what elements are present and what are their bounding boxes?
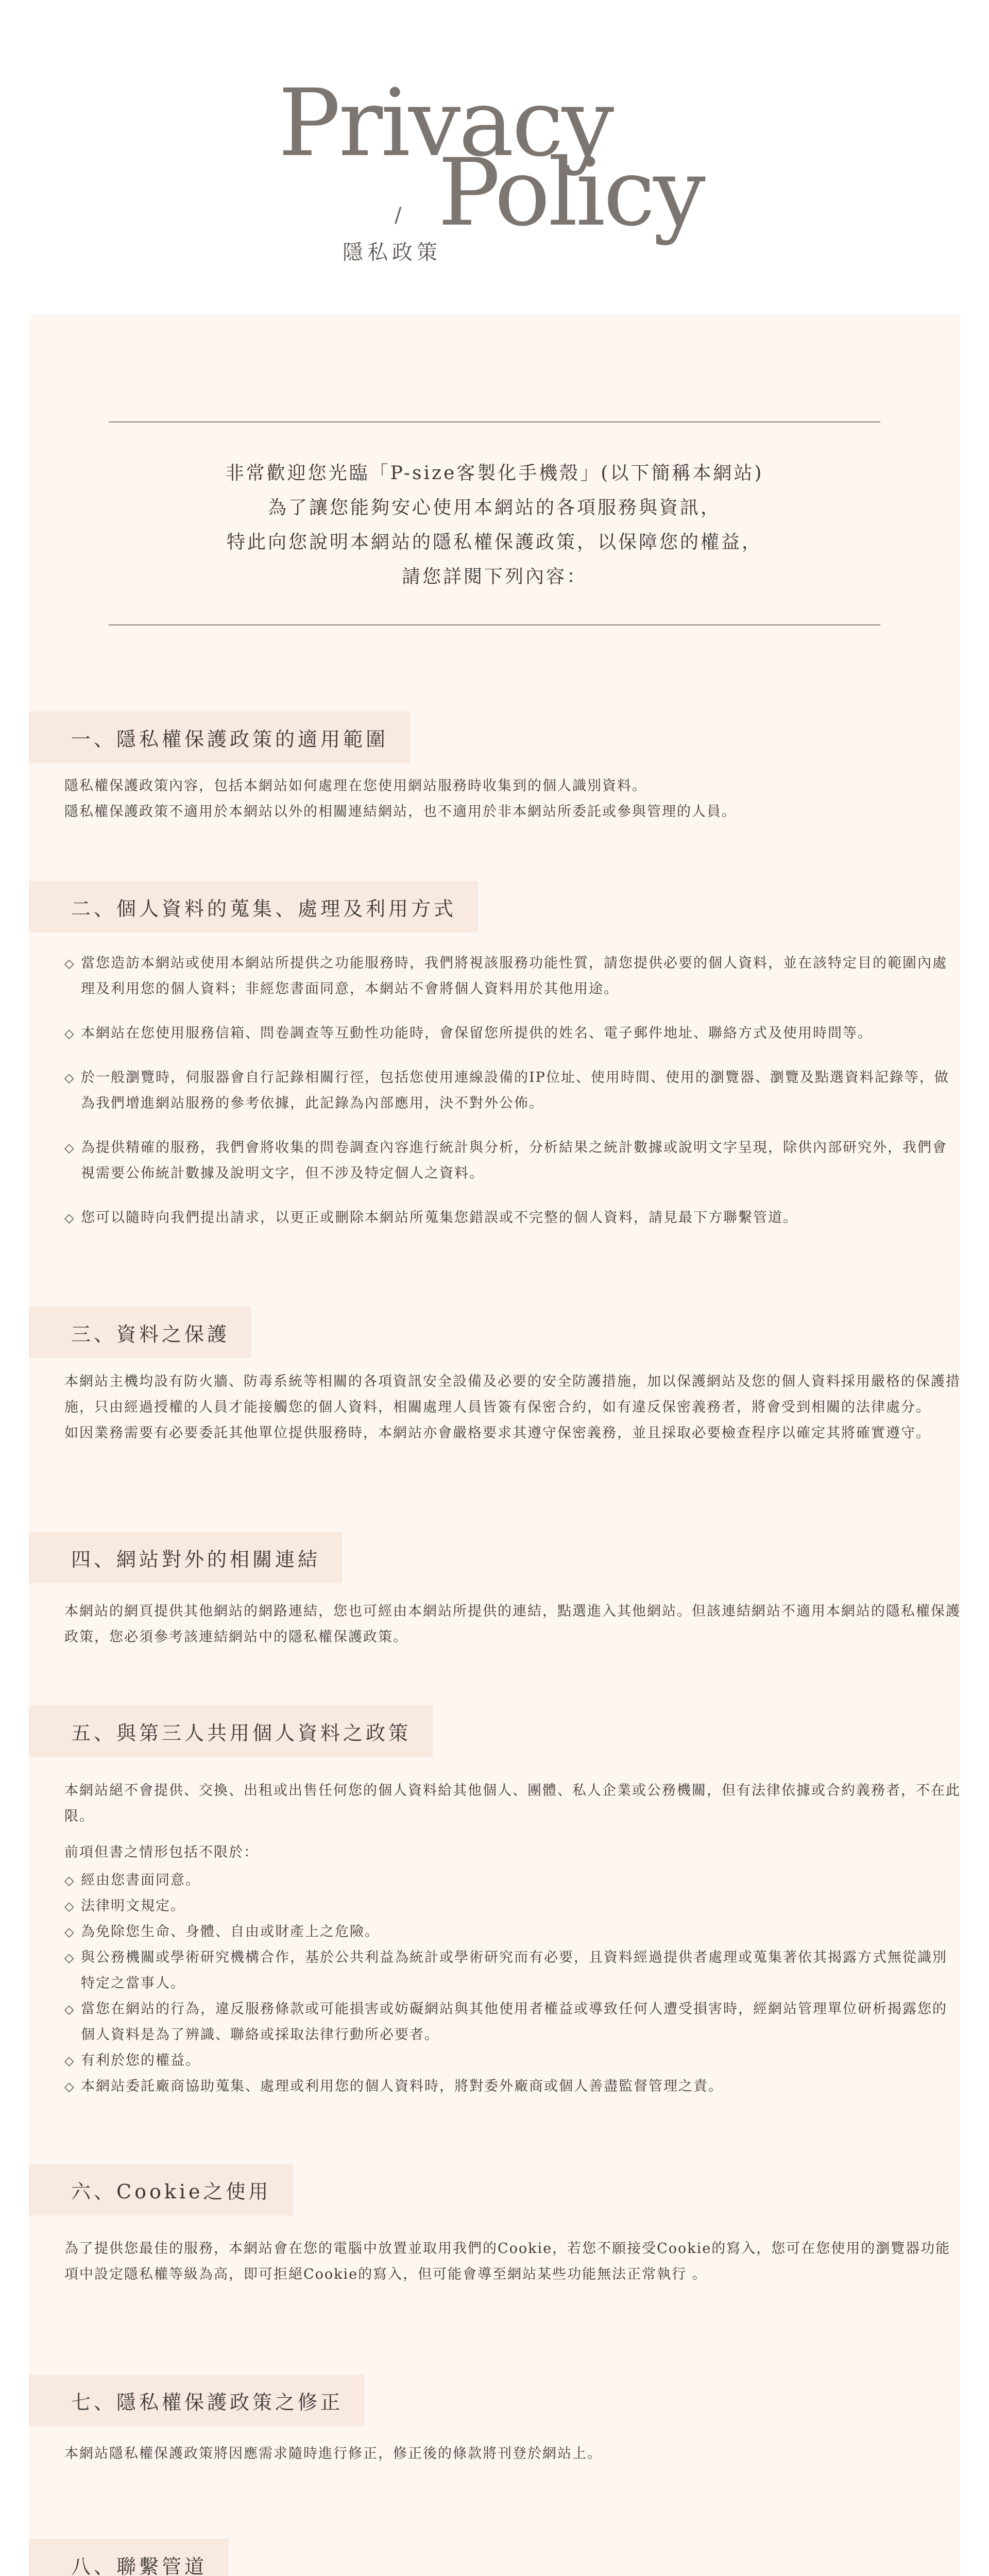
list-item: ◇ 有利於您的權益。	[64, 2048, 961, 2074]
list-item: ◇ 當您造訪本網站或使用本網站所提供之功能服務時，我們將視該服務功能性質，請您提供必要的個人資料，並在該特定目的範圍內處理及利用您的個人資料；非經您書面同意，本網站不會將個人資料用於其他用途。	[64, 951, 961, 1002]
section-heading-third-party: 五、與第三人共用個人資料之政策	[29, 1705, 433, 1757]
section-body-protection	[64, 1369, 961, 1446]
section-body-scope	[64, 773, 961, 825]
section-body-links	[64, 1599, 961, 1650]
section-heading-amendment: 七、隱私權保護政策之修正	[29, 2375, 365, 2426]
section-heading-contact: 八、聯繫管道	[29, 2539, 229, 2576]
intro-line: 請您詳閱下列內容：	[401, 566, 587, 587]
section-body-third-party	[64, 1778, 961, 2099]
section-heading-links: 四、網站對外的相關連結	[29, 1532, 342, 1583]
intro-line: 非常歡迎您光臨「P-size客製化手機殼」(以下簡稱本網站)	[225, 463, 764, 484]
paragraph: 前項但書之情形包括不限於：	[64, 1844, 259, 1860]
intro-line: 為了讓您能夠安心使用本網站的各項服務與資訊，	[267, 497, 721, 518]
list-item: ◇ 法律明文規定。	[64, 1893, 961, 1919]
paragraph: 本網站絕不會提供、交換、出租或出售任何您的個人資料給其他個人、團體、私人企業或公務機關，但有法律依據或合約義務者，不在此限。	[64, 1783, 961, 1824]
list-item: ◇ 本網站在您使用服務信箱、問卷調查等互動性功能時，會保留您所提供的姓名、電子郵件地址、聯絡方式及使用時間等。	[64, 1021, 961, 1046]
list-item: ◇ 與公務機關或學術研究機構合作，基於公共利益為統計或學術研究而有必要，且資料經過提供者處理或蒐集著依其揭露方式無從識別特定之當事人。	[64, 1945, 961, 1996]
paragraph: 本網站主機均設有防火牆、防毒系統等相關的各項資訊安全設備及必要的安全防護措施，加以保護網站及您的個人資料採用嚴格的保護措施，只由經過授權的人員才能接觸您的個人資料，相關處理人員皆簽有保密合約，如有違反保密義務者，將會受到相關的法律處分。	[64, 1374, 961, 1415]
hero-title-privacy: Privacy	[278, 70, 612, 177]
section-heading-scope: 一、隱私權保護政策的適用範圍	[29, 711, 410, 763]
list-item: ◇ 當您在網站的行為，違反服務條款或可能損害或妨礙網站與其他使用者權益或導致任何人遭受損害時，經網站管理單位研析揭露您的個人資料是為了辨識、聯絡或採取法律行動所必要者。	[64, 1996, 961, 2048]
list-item: ◇ 為提供精確的服務，我們會將收集的問卷調查內容進行統計與分析，分析結果之統計數據或說明文字呈現，除供內部研究外，我們會視需要公佈統計數據及說明文字，但不涉及特定個人之資料。	[64, 1135, 961, 1187]
section-heading-collection: 二、個人資料的蒐集、處理及利用方式	[29, 881, 478, 933]
hero	[0, 0, 989, 309]
paragraph: 本網站的網頁提供其他網站的網路連結，您也可經由本網站所提供的連結，點選進入其他網站。但該連結網站不適用本網站的隱私權保護政策，您必須參考該連結網站中的隱私權保護政策。	[64, 1603, 961, 1645]
intro-text	[29, 456, 960, 594]
list-item: ◇ 經由您書面同意。	[64, 1868, 961, 1893]
section-heading-protection: 三、資料之保護	[29, 1307, 251, 1358]
list-item: ◇ 本網站委託廠商協助蒐集、處理或利用您的個人資料時，將對委外廠商或個人善盡監督管理之責。	[64, 2074, 961, 2099]
intro-line: 特此向您說明本網站的隱私權保護政策，以保障您的權益，	[226, 532, 762, 553]
paragraph: 隱私權保護政策內容，包括本網站如何處理在您使用網站服務時收集到的個人識別資料。	[64, 778, 647, 794]
section-body-cookie	[64, 2236, 961, 2287]
intro-bottom-divider	[109, 624, 880, 625]
list-item: ◇ 您可以隨時向我們提出請求，以更正或刪除本網站所蒐集您錯誤或不完整的個人資料，請見最下方聯繫管道。	[64, 1205, 961, 1231]
list-item: ◇ 於一般瀏覽時，伺服器會自行記錄相關行徑，包括您使用連線設備的IP位址、使用時間、使用的瀏覽器、瀏覽及點選資料記錄等，做為我們增進網站服務的參考依據，此記錄為內部應用，決不對外公佈。	[64, 1065, 961, 1116]
list-item: ◇ 為免除您生命、身體、自由或財產上之危險。	[64, 1919, 961, 1945]
bullet-list	[64, 1868, 961, 2099]
bullet-list	[64, 951, 961, 1231]
hero-subtitle: 隱私政策	[343, 241, 441, 264]
section-body-collection	[64, 951, 961, 1249]
hero-slash: /	[395, 204, 402, 227]
paragraph: 本網站隱私權保護政策將因應需求隨時進行修正，修正後的條款將刊登於網站上。	[64, 2446, 602, 2462]
paragraph: 為了提供您最佳的服務，本網站會在您的電腦中放置並取用我們的Cookie，若您不願接受Cookie的寫入，您可在您使用的瀏覽器功能項中設定隱私權等級為高，即可拒絕Cookie的寫入，但可能會導至網站某些功能無法正常執行 。	[64, 2241, 951, 2282]
paragraph: 隱私權保護政策不適用於本網站以外的相關連結網站，也不適用於非本網站所委託或參與管理的人員。	[64, 804, 737, 820]
intro-top-divider	[109, 421, 880, 422]
policy-panel	[29, 314, 960, 2576]
section-body-amendment	[64, 2441, 961, 2467]
paragraph: 如因業務需要有必要委託其他單位提供服務時，本網站亦會嚴格要求其遵守保密義務，並且採取必要檢查程序以確定其將確實遵守。	[64, 1425, 931, 1441]
hero-title-policy: Policy	[438, 139, 704, 247]
section-heading-cookie: 六、Cookie之使用	[29, 2164, 293, 2215]
